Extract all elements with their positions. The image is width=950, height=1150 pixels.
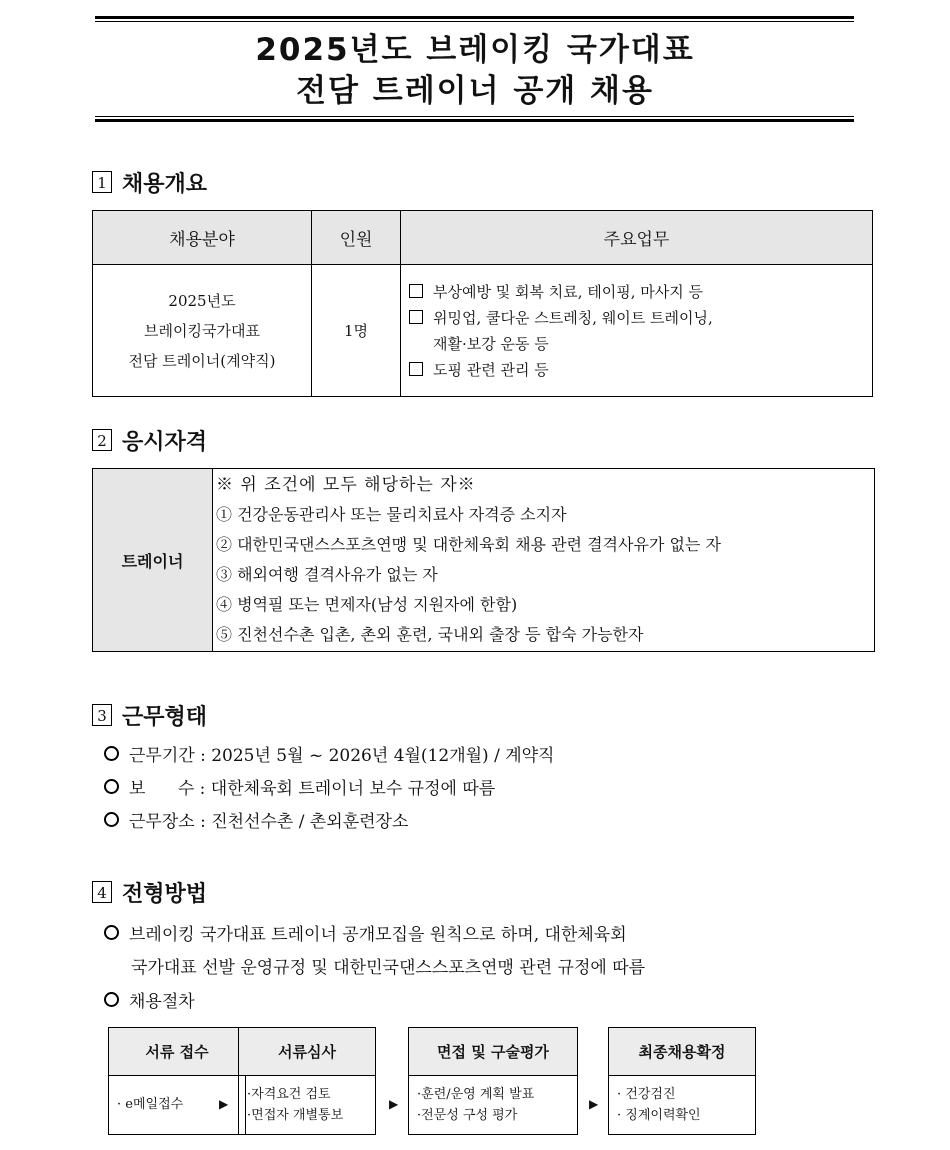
header-field: 채용분야	[93, 211, 312, 265]
qualification-label: 트레이너	[93, 469, 213, 652]
work-item: 보 수 : 대한체육회 트레이너 보수 규정에 따름	[104, 774, 495, 799]
work-item: 근무장소 : 진천선수촌 / 촌외훈련장소	[104, 807, 408, 832]
qualification-item: ① 건강운동관리사 또는 물리치료사 자격증 소지자	[216, 505, 567, 524]
step-line: ·전문성 구성 평가	[417, 1107, 518, 1123]
qualification-item: ④ 병역필 또는 면제자(남성 지원자에 한함)	[216, 595, 518, 614]
page-title-line2: 전담 트레이너 공개 채용	[296, 73, 654, 109]
duty-item: 위밍업, 쿨다운 스트레칭, 웨이트 트레이닝,	[409, 305, 871, 331]
circle-bullet-icon	[104, 746, 119, 761]
process-step-4	[608, 1027, 756, 1135]
checkbox-icon	[409, 310, 423, 324]
field-line: 전담 트레이너(계약직)	[128, 351, 276, 370]
step-line: · 징계이력확인	[617, 1107, 701, 1123]
selection-item-cont: 국가대표 선발 운영규정 및 대한민국댄스스포츠연맹 관련 규정에 따름	[131, 958, 646, 978]
step-body	[609, 1075, 755, 1134]
process-step-1	[108, 1027, 246, 1135]
process-step-2	[238, 1027, 376, 1135]
qualification-item: ⑤ 진천선수촌 입촌, 촌외 훈련, 국내외 출장 등 합숙 가능한자	[216, 625, 644, 644]
header-count: 인원	[312, 211, 401, 265]
field-cell	[93, 265, 312, 397]
qualification-list	[213, 469, 875, 652]
step-line: ·면접자 개별통보	[247, 1107, 344, 1123]
step-body	[239, 1075, 375, 1134]
arrow-right-icon: ▶	[219, 1097, 229, 1111]
circle-bullet-icon	[104, 992, 119, 1007]
step-body	[409, 1075, 577, 1134]
section-heading-overview	[92, 167, 207, 197]
section-heading-selection	[92, 877, 207, 907]
step-line: ·자격요건 검토	[247, 1086, 331, 1102]
title-top-rule	[95, 16, 854, 19]
title-bottom-rule	[95, 119, 854, 122]
title-bottom-rule-thin	[95, 116, 854, 117]
arrow-right-icon: ▶	[589, 1097, 599, 1111]
process-label: 채용절차	[104, 987, 195, 1012]
step-line: · e메일접수	[117, 1097, 184, 1112]
checkbox-icon	[409, 362, 423, 376]
qualification-note: ※ 위 조건에 모두 해당하는 자※	[216, 475, 476, 495]
circle-bullet-icon	[104, 812, 119, 827]
field-line: 브레이킹국가대표	[144, 321, 260, 340]
title-top-rule-thin	[95, 21, 854, 22]
field-line: 2025년도	[168, 291, 236, 310]
arrow-right-icon: ▶	[389, 1097, 399, 1111]
section-title: 채용개요	[122, 171, 208, 197]
section-title: 응시자격	[122, 429, 208, 455]
count-cell: 1명	[312, 265, 401, 397]
section-title: 전형방법	[122, 881, 208, 907]
duty-item-cont: 재활·보강 운동 등	[433, 334, 549, 353]
checkbox-icon	[409, 284, 423, 298]
step-title: 면접 및 구술평가	[409, 1028, 577, 1076]
section-heading-work	[92, 700, 207, 730]
circle-bullet-icon	[104, 925, 119, 940]
header-duties: 주요업무	[401, 211, 873, 265]
section-heading-qualification	[92, 425, 207, 455]
overview-table	[92, 210, 873, 397]
step-title: 최종채용확정	[609, 1028, 755, 1076]
process-step-3	[408, 1027, 578, 1135]
selection-item: 브레이킹 국가대표 트레이너 공개모집을 원칙으로 하며, 대한체육회	[104, 920, 627, 945]
step-title: 서류심사	[239, 1028, 375, 1076]
section-number: 3	[92, 704, 112, 726]
circle-bullet-icon	[104, 779, 119, 794]
step-line: · 건강검진	[617, 1086, 676, 1102]
qualification-table	[92, 468, 875, 652]
section-title: 근무형태	[122, 704, 208, 730]
duty-item: 부상예방 및 회복 치료, 테이핑, 마사지 등	[409, 279, 871, 305]
work-item: 근무기간 : 2025년 5월 ~ 2026년 4월(12개월) / 계약직	[104, 741, 554, 766]
section-number: 4	[92, 881, 112, 903]
duties-cell	[401, 265, 873, 397]
page-title-line1: 2025년도 브레이킹 국가대표	[255, 32, 695, 68]
step-line: ·훈련/운영 계획 발표	[417, 1086, 535, 1102]
qualification-item: ② 대한민국댄스스포츠연맹 및 대한체육회 채용 관련 결격사유가 없는 자	[216, 535, 721, 554]
duty-item: 도핑 관련 관리 등	[409, 357, 871, 383]
section-number: 2	[92, 429, 112, 451]
step-title: 서류 접수	[109, 1028, 245, 1076]
qualification-item: ③ 해외여행 결격사유가 없는 자	[216, 565, 438, 584]
section-number: 1	[92, 171, 112, 193]
